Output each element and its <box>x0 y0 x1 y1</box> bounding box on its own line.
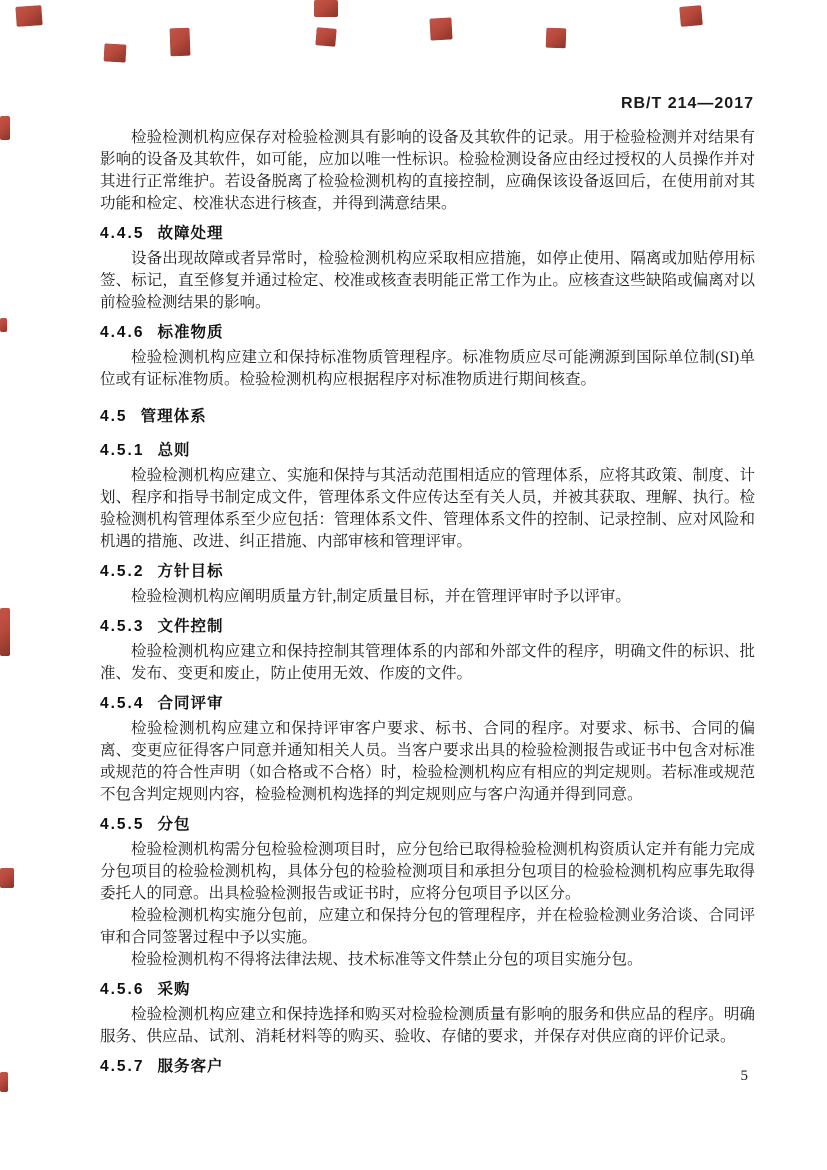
section-title: 管理体系 <box>140 408 207 425</box>
red-scan-mark <box>429 17 452 40</box>
paragraph: 检验检测机构应建立和保持评审客户要求、标书、合同的程序。对要求、标书、合同的偏离、变更应征得客户同意并通知相关人员。当客户要求出具的检验检测报告或证书中包含对标准或规范的符合性声明（如合格或不合格）时，检验检测机构应有相应的判定规则。若标准或规范不包含判定规则内容，检验检测机构选择的判定规则应与客户沟通并得到同意。 <box>100 720 755 803</box>
red-scan-mark <box>314 0 338 17</box>
section-number: 4.5.1 <box>100 442 145 459</box>
document-content <box>100 127 755 1081</box>
red-scan-mark <box>0 868 14 888</box>
section-number: 4.5 <box>100 408 128 425</box>
paragraph: 检验检测机构应建立、实施和保持与其活动范围相适应的管理体系，应将其政策、制度、计划、程序和指导书制定成文件，管理体系文件应传达至有关人员，并被其获取、理解、执行。检验检测机构管理体系至少应包括：管理体系文件、管理体系文件的控制、记录控制、应对风险和机遇的措施、改进、纠正措施、内部审核和管理评审。 <box>100 467 755 550</box>
red-scan-mark <box>0 318 7 332</box>
section-heading <box>100 979 755 1001</box>
red-scan-mark <box>170 28 191 57</box>
red-scan-mark <box>0 116 10 140</box>
section-number: 4.5.7 <box>100 1058 145 1075</box>
section-number: 4.5.3 <box>100 618 145 635</box>
red-scan-mark <box>104 43 127 62</box>
section-number: 4.5.6 <box>100 981 145 998</box>
section-title: 方针目标 <box>157 563 224 580</box>
section-heading <box>100 406 755 428</box>
section-heading <box>100 1056 755 1078</box>
paragraph: 检验检测机构应阐明质量方针,制定质量目标，并在管理评审时予以评审。 <box>131 588 631 605</box>
section-title: 采购 <box>157 981 191 998</box>
section-heading <box>100 440 755 462</box>
paragraph: 检验检测机构应建立和保持选择和购买对检验检测质量有影响的服务和供应品的程序。明确服务、供应品、试剂、消耗材料等的购买、验收、存储的要求，并保存对供应商的评价记录。 <box>100 1006 755 1045</box>
paragraph: 检验检测机构不得将法律法规、技术标准等文件禁止分包的项目实施分包。 <box>131 951 643 968</box>
section-title: 文件控制 <box>157 618 224 635</box>
section-title: 标准物质 <box>157 324 224 341</box>
section-number: 4.5.2 <box>100 563 145 580</box>
section-title: 故障处理 <box>157 225 224 242</box>
section-number: 4.4.5 <box>100 225 145 242</box>
red-scan-mark <box>546 28 567 49</box>
section-heading <box>100 223 755 245</box>
page-number: 5 <box>740 1068 748 1084</box>
paragraph: 检验检测机构实施分包前，应建立和保持分包的管理程序，并在检验检测业务洽谈、合同评审和合同签署过程中予以实施。 <box>100 907 755 946</box>
red-scan-mark <box>0 1072 8 1092</box>
section-title: 总则 <box>157 442 191 459</box>
section-title: 合同评审 <box>157 695 224 712</box>
section-heading <box>100 616 755 638</box>
red-scan-mark <box>0 608 10 656</box>
red-scan-mark <box>315 27 336 47</box>
section-heading <box>100 322 755 344</box>
paragraph: 设备出现故障或者异常时，检验检测机构应采取相应措施，如停止使用、隔离或加贴停用标签、标记，直至修复并通过检定、校准或核查表明能正常工作为止。应核查这些缺陷或偏离对以前检验检测结果的影响。 <box>100 250 755 311</box>
section-number: 4.5.4 <box>100 695 145 712</box>
section-title: 分包 <box>157 816 191 833</box>
paragraph: 检验检测机构需分包检验检测项目时，应分包给已取得检验检测机构资质认定并有能力完成分包项目的检验检测机构，具体分包的检验检测项目和承担分包项目的检验检测机构应事先取得委托人的同意。出具检验检测报告或证书时，应将分包项目予以区分。 <box>100 841 755 902</box>
red-scan-mark <box>15 5 42 27</box>
section-heading <box>100 814 755 836</box>
section-number: 4.5.5 <box>100 816 145 833</box>
section-title: 服务客户 <box>157 1058 224 1075</box>
red-scan-mark <box>679 5 703 27</box>
paragraph: 检验检测机构应保存对检验检测具有影响的设备及其软件的记录。用于检验检测并对结果有影响的设备及其软件，如可能，应加以唯一性标识。检验检测设备应由经过授权的人员操作并对其进行正常维护。若设备脱离了检验检测机构的直接控制，应确保该设备返回后，在使用前对其功能和检定、校准状态进行核查，并得到满意结果。 <box>100 129 755 212</box>
section-heading <box>100 561 755 583</box>
section-number: 4.4.6 <box>100 324 145 341</box>
doc-code-header: RB/T 214—2017 <box>620 95 754 112</box>
paragraph: 检验检测机构应建立和保持标准物质管理程序。标准物质应尽可能溯源到国际单位制(SI)单位或有证标准物质。检验检测机构应根据程序对标准物质进行期间核查。 <box>100 349 755 388</box>
section-heading <box>100 693 755 715</box>
paragraph: 检验检测机构应建立和保持控制其管理体系的内部和外部文件的程序，明确文件的标识、批准、发布、变更和废止，防止使用无效、作废的文件。 <box>100 643 755 682</box>
